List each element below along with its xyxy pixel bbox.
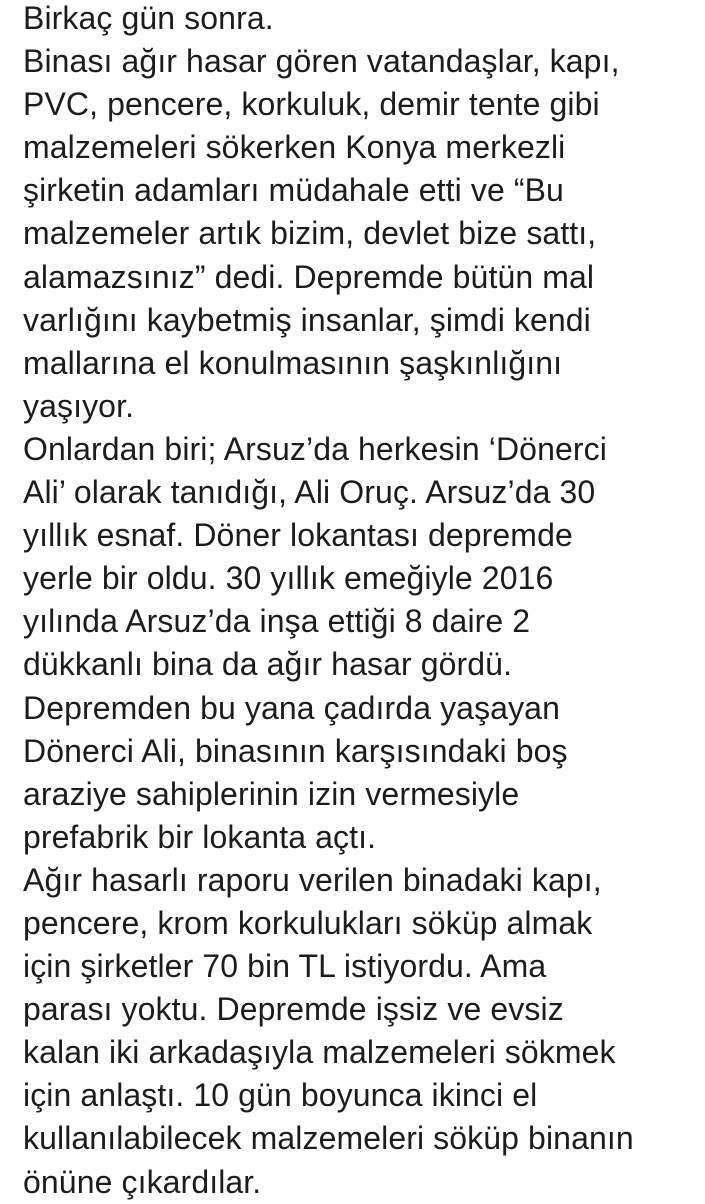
text-line: parası yoktu. Depremde işsiz ve evsiz [23, 991, 564, 1028]
text-line: kullanılabilecek malzemeleri söküp binanın [23, 1120, 634, 1157]
text-line: mallarına el konulmasının şaşkınlığını [23, 344, 563, 381]
text-line: Birkaç gün sonra. [23, 0, 274, 36]
text-line: Binası ağır hasar gören vatandaşlar, kapı, [23, 43, 620, 80]
text-line: yerle bir oldu. 30 yıllık emeğiyle 2016 [23, 560, 554, 597]
document-body [23, 0, 703, 1204]
text-line: yıllık esnaf. Döner lokantası depremde [23, 517, 573, 554]
text-line: Ağır hasarlı raporu verilen binadaki kapı, [23, 861, 602, 898]
text-line: araziye sahiplerinin izin vermesiyle [23, 775, 520, 812]
text-line: önüne çıkardılar. [23, 1163, 262, 1200]
text-line: pencere, krom korkulukları söküp almak [23, 904, 593, 941]
text-line: alamazsınız” dedi. Depremde bütün mal [23, 258, 595, 295]
text-line: için şirketler 70 bin TL istiyordu. Ama [23, 948, 547, 985]
text-line: Depremden bu yana çadırda yaşayan [23, 689, 560, 726]
text-line: Dönerci Ali, binasının karşısındaki boş [23, 732, 568, 769]
text-line: Onlardan biri; Arsuz’da herkesin ‘Dönerci [23, 430, 607, 467]
text-line: Ali’ olarak tanıdığı, Ali Oruç. Arsuz’da 30 [23, 474, 596, 511]
text-line: malzemeler artık bizim, devlet bize sattı, [23, 215, 597, 252]
text-line: dükkanlı bina da ağır hasar gördü. [23, 646, 513, 683]
text-line: için anlaştı. 10 gün boyunca ikinci el [23, 1077, 538, 1114]
text-line: prefabrik bir lokanta açtı. [23, 818, 377, 855]
text-line: kalan iki arkadaşıyla malzemeleri sökmek [23, 1034, 616, 1071]
text-line: PVC, pencere, korkuluk, demir tente gibi [23, 86, 600, 123]
text-line: yılında Arsuz’da inşa ettiği 8 daire 2 [23, 603, 531, 640]
text-line: yaşıyor. [23, 387, 135, 424]
text-line: şirketin adamları müdahale etti ve “Bu [23, 172, 564, 209]
text-line: varlığını kaybetmiş insanlar, şimdi kendi [23, 301, 591, 338]
text-line: malzemeleri sökerken Konya merkezli [23, 129, 566, 166]
